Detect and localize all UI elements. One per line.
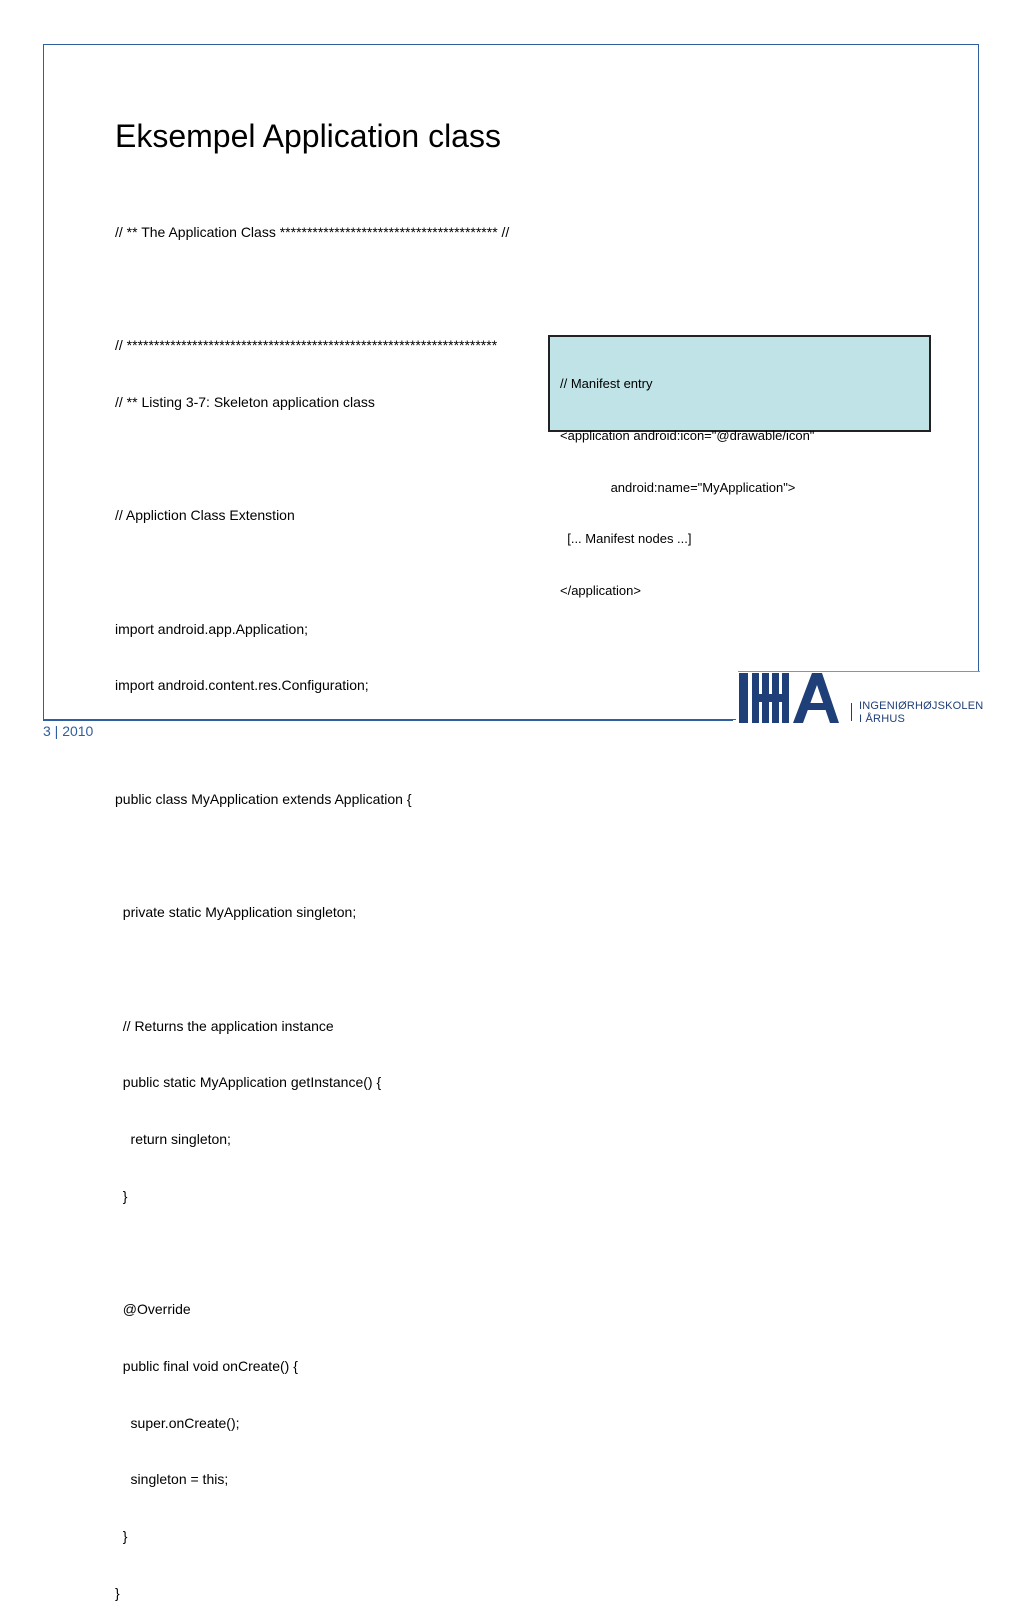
code-block bbox=[115, 185, 509, 1621]
code-line bbox=[115, 733, 509, 752]
logo-divider bbox=[851, 703, 852, 721]
school-name bbox=[859, 700, 983, 725]
code-line bbox=[115, 847, 509, 866]
code-line bbox=[115, 450, 509, 469]
footer-rule bbox=[43, 720, 733, 721]
code-line: // Appliction Class Extenstion bbox=[115, 507, 295, 524]
code-line: // Returns the application instance bbox=[115, 1017, 334, 1034]
code-line: super.onCreate(); bbox=[115, 1414, 240, 1431]
slide-title: Eksempel Application class bbox=[115, 118, 501, 154]
code-line: // ** The Application Class **************************************** // bbox=[115, 223, 510, 240]
manifest-line: <application android:icon="@drawable/icon" bbox=[560, 428, 815, 444]
page-number: 3 | 2010 bbox=[43, 723, 94, 739]
code-line: public class MyApplication extends Application { bbox=[115, 790, 412, 807]
code-line bbox=[115, 960, 509, 979]
manifest-line: </application> bbox=[560, 582, 641, 598]
code-line: @Override bbox=[115, 1301, 191, 1318]
code-line bbox=[115, 280, 509, 299]
code-line: public static MyApplication getInstance() { bbox=[115, 1074, 382, 1091]
manifest-line: // Manifest entry bbox=[560, 376, 653, 392]
code-line: return singleton; bbox=[115, 1131, 231, 1148]
code-line: } bbox=[115, 1584, 120, 1601]
code-line: private static MyApplication singleton; bbox=[115, 904, 357, 921]
iha-logo bbox=[739, 673, 839, 723]
school-name-line1: INGENIØRHØJSKOLEN bbox=[859, 700, 984, 712]
code-line bbox=[115, 563, 509, 582]
logo-top-rule bbox=[738, 671, 980, 672]
school-name-line2: I ÅRHUS bbox=[859, 712, 906, 725]
manifest-line: [... Manifest nodes ...] bbox=[560, 531, 692, 547]
code-line: // ******************************************************************** bbox=[115, 337, 498, 354]
code-line: public final void onCreate() { bbox=[115, 1357, 298, 1374]
code-line: import android.content.res.Configuration; bbox=[115, 677, 369, 694]
manifest-line: android:name="MyApplication"> bbox=[560, 479, 796, 495]
code-line: } bbox=[115, 1527, 128, 1544]
code-line: singleton = this; bbox=[115, 1471, 229, 1488]
code-line: // ** Listing 3-7: Skeleton application class bbox=[115, 393, 375, 410]
code-line: import android.app.Application; bbox=[115, 620, 309, 637]
code-line bbox=[115, 1243, 509, 1262]
code-line: } bbox=[115, 1187, 128, 1204]
manifest-callout bbox=[548, 335, 931, 598]
